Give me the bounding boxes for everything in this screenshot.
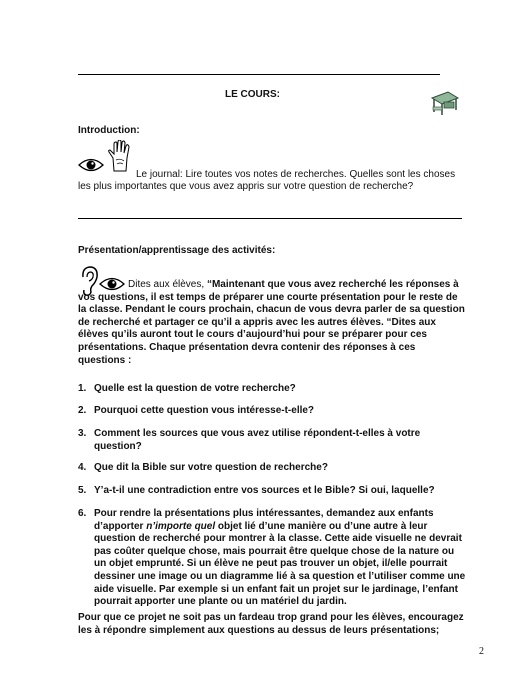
question-number: 1. [78,383,87,394]
item6-line: un objet emprunté. Si un élève ne peut pas trouver un objet, il/elle pourrait [94,558,448,570]
quote-line: élèves qu’ils auront tout le cours d’aujourd’hui pour se préparer pour ces [78,329,427,341]
closing-line: les à répondre simplement aux questions au dessus de leurs présentations; [78,624,440,636]
item6-line: Pour rendre la présentations plus intéressantes, demandez aux enfants [94,508,434,519]
top-divider [78,74,440,75]
question-text: Y’a-t-il une contradiction entre vos sources et le Bible? Si oui, laquelle? [94,485,435,496]
question-text: Pourquoi cette question vous intéresse-t-elle? [94,405,315,416]
page-title: LE COURS: [225,89,280,100]
question-item [78,405,473,418]
question-item [78,462,473,475]
school-desk-icon [430,88,460,116]
question-number: 4. [78,462,87,473]
quote-line: vos questions, il est temps de préparer une courte présentation pour le reste de [78,291,458,303]
eye-icon [78,157,104,173]
item6-line: question de recherché pour montrer à la classe. Cette aide visuelle ne devrait [94,533,462,545]
quote-line: la classe. Pendant le cours prochain, chacun de vous devra parler de sa question [78,304,465,316]
question-number: 3. [78,428,87,439]
closing-paragraph [78,612,473,637]
question-text: Que dit la Bible sur votre question de recherche? [94,462,328,473]
item6-line: aide visuelle. Par exemple si un enfant fait un projet sur le jardinage, l’enfant [94,583,458,595]
item6-line: pas coûter quelque chose, mais pourrait être quelque chose de la nature ou [94,545,455,557]
section-divider [78,218,462,219]
page-number: 2 [479,646,484,657]
emphasis-text: n’importe quel [146,520,216,532]
journal-line-2: les plus importantes que vous avez appris sur votre question de recherche? [78,181,414,192]
question-item [78,383,473,396]
hand-icon [106,140,132,172]
quote-line: “Maintenant que vous avez recherché les réponses à [206,279,459,290]
question-item [78,428,473,453]
question-text: Quelle est la question de votre recherche? [94,383,296,394]
item6-line: pourrait apporter une plante ou un matériel du jardin. [94,596,347,608]
item6-line: dessiner une image ou un diagramme lié à sa question et l’utiliser comme une [94,570,466,582]
quote-line: de recherché et partager ce qu’il a appris avec les autres élèves. “Dites aux [78,316,436,328]
question-item [78,485,473,498]
question-item [78,508,473,609]
item6-line: d’apporter n’importe quel objet lié d’une manière ou d’une autre à leur [94,520,428,532]
intro-start: Dites aux élèves, [128,279,207,290]
question-text: Comment les sources que vous avez utilise répondent-t-elles à votre [94,428,421,439]
question-number: 6. [78,508,87,519]
presentation-heading: Présentation/apprentissage des activités: [78,245,276,256]
question-number: 2. [78,405,87,416]
question-text: question? [94,440,142,452]
journal-line-1: Le journal: Lire toutes vos notes de recherches. Quelles sont les choses [136,169,456,180]
introduction-heading: Introduction: [78,125,140,136]
quote-line: questions : [78,354,132,366]
quote-line: présentations. Chaque présentation devra contenir des réponses à ces [78,341,416,353]
presentation-paragraph [78,279,498,367]
question-number: 5. [78,485,87,496]
closing-line: Pour que ce projet ne soit pas un fardeau trop grand pour les élèves, encouragez [78,612,464,623]
